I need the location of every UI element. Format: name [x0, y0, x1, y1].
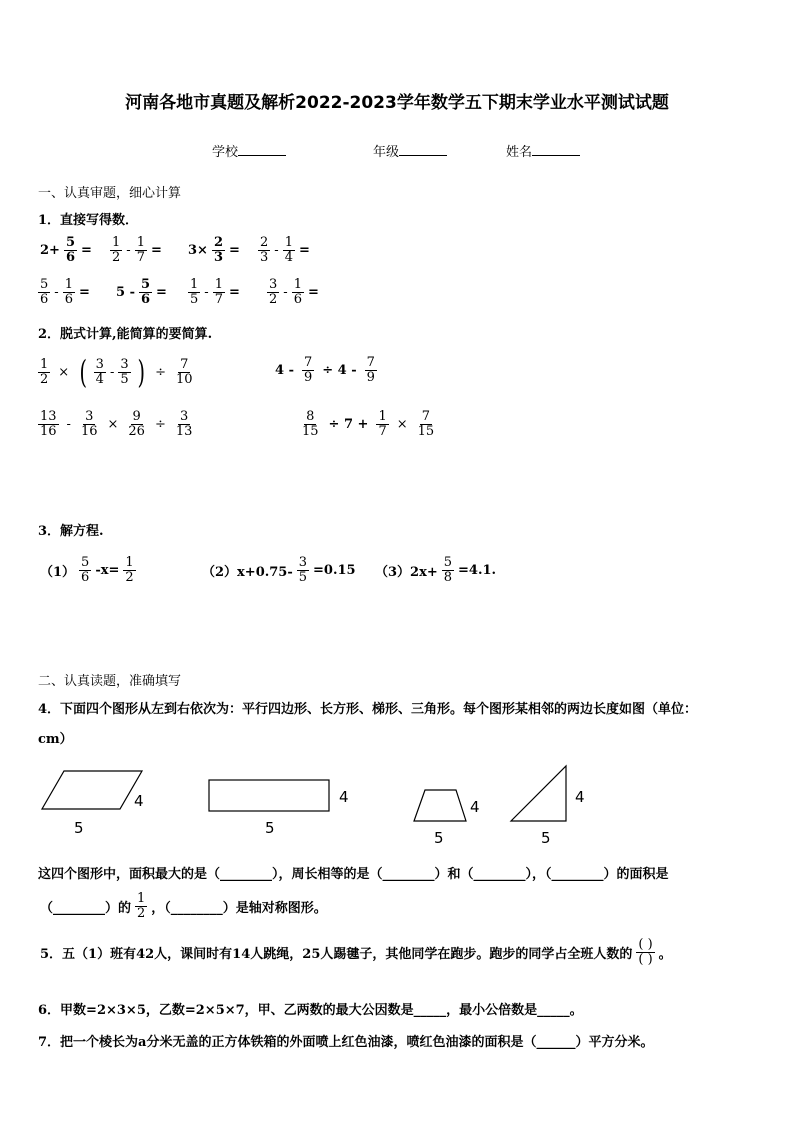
parallelogram-side-label: 4 — [134, 792, 144, 810]
q2-expr-3: $\frac{13}{16}$ - $\frac{3}{16}$ × $\frac{9}{26}$ ÷ $\frac{3}{13}$ — [40, 409, 193, 439]
grade-field[interactable] — [373, 141, 447, 160]
trapezoid-base-label: 5 — [434, 829, 444, 847]
q1-item-2: $\frac{1}{2}$ - $\frac{1}{7}$ = — [112, 235, 162, 265]
q2-expr-1: $\frac{1}{2}$ × ( $\frac{3}{4}$ - $\frac{3}{5}$ ) ÷ $\frac{7}{10}$ — [40, 353, 193, 391]
rectangle-side-label: 4 — [339, 788, 349, 806]
school-label: 学校 — [212, 145, 239, 160]
trapezoid-side-label: 4 — [470, 798, 480, 816]
q2-expr-2: 4 - $\frac{7}{9}$ ÷ 4 - $\frac{7}{9}$ — [275, 355, 375, 385]
q4-text-line2: cm） — [38, 732, 73, 747]
triangle-side-label: 4 — [575, 788, 585, 806]
q1-item-1: 2+ $\frac{5}{6}$ = — [40, 235, 92, 265]
q1-item-3: 3× $\frac{2}{3}$ = — [188, 235, 240, 265]
trapezoid-shape — [414, 790, 466, 821]
q1-item-4: $\frac{2}{3}$ - $\frac{1}{4}$ = — [260, 235, 310, 265]
q1-item-7: $\frac{1}{5}$ - $\frac{1}{7}$ = — [190, 277, 240, 307]
q1-item-8: $\frac{3}{2}$ - $\frac{1}{6}$ = — [269, 277, 319, 307]
q2-label: 2．脱式计算,能简算的要简算. — [38, 327, 213, 342]
q1-label: 1．直接写得数． — [38, 213, 139, 228]
parallelogram-shape — [42, 771, 142, 809]
q3-equation-2: （2）x+0.75- $\frac{3}{5}$ =0.15 — [202, 555, 356, 585]
q2-expr-4: $\frac{8}{15}$ ÷ 7 + $\frac{1}{7}$ × $\frac{7}{15}$ — [302, 409, 435, 439]
q3-equation-1: （1） $\frac{5}{6}$ -x= $\frac{1}{2}$ — [40, 555, 134, 585]
triangle-base-label: 5 — [541, 829, 551, 847]
triangle-shape — [511, 766, 566, 821]
q7-text: 7．把一个棱长为a分米无盖的正方体铁箱的外面喷上红色油漆，喷红色油漆的面积是（______）平方分米。 — [38, 1035, 654, 1050]
page-title: 河南各地市真题及解析2022-2023学年数学五下期末学业水平测试试题 — [125, 93, 669, 113]
q4-text-blanks-a: 这四个图形中，面积最大的是（________），周长相等的是（________）和（________），（________）的面积是 — [38, 867, 669, 882]
rectangle-base-label: 5 — [265, 819, 275, 837]
q1-item-6: 5 - $\frac{5}{6}$ = — [116, 277, 167, 307]
q3-label: 3．解方程. — [38, 524, 104, 539]
q6-text: 6．甲数=2×3×5，乙数=2×5×7，甲、乙两数的最大公因数是_____，最小公倍数是_____。 — [38, 1003, 583, 1018]
q4-text-blanks-b: （________）的 $\frac{1}{2}$ ，（________）是轴对称图形。 — [40, 891, 327, 921]
rectangle-shape — [209, 780, 329, 811]
q3-equation-3: （3）2x+ $\frac{5}{8}$ =4.1. — [375, 555, 497, 585]
section-2-heading: 二、认真读题，准确填写 — [38, 674, 182, 689]
grade-label: 年级 — [373, 145, 400, 160]
q5-text: 5．五（1）班有42人，课间时有14人跳绳，25人踢毽子，其他同学在跑步。跑步的同学占全班人数的 $\frac{( )}{( )}$ 。 — [40, 937, 672, 967]
name-field[interactable] — [506, 141, 580, 160]
q4-text-line1: 4．下面四个图形从左到右依次为：平行四边形、长方形、梯形、三角形。每个图形某相邻的两边长度如图（单位： — [38, 702, 698, 717]
q1-item-5: $\frac{5}{6}$ - $\frac{1}{6}$ = — [40, 277, 90, 307]
parallelogram-base-label: 5 — [74, 819, 84, 837]
name-label: 姓名 — [506, 145, 533, 160]
section-1-heading: 一、认真审题，细心计算 — [38, 186, 182, 201]
school-field[interactable] — [212, 141, 286, 160]
q4-shapes-figure — [30, 760, 630, 852]
